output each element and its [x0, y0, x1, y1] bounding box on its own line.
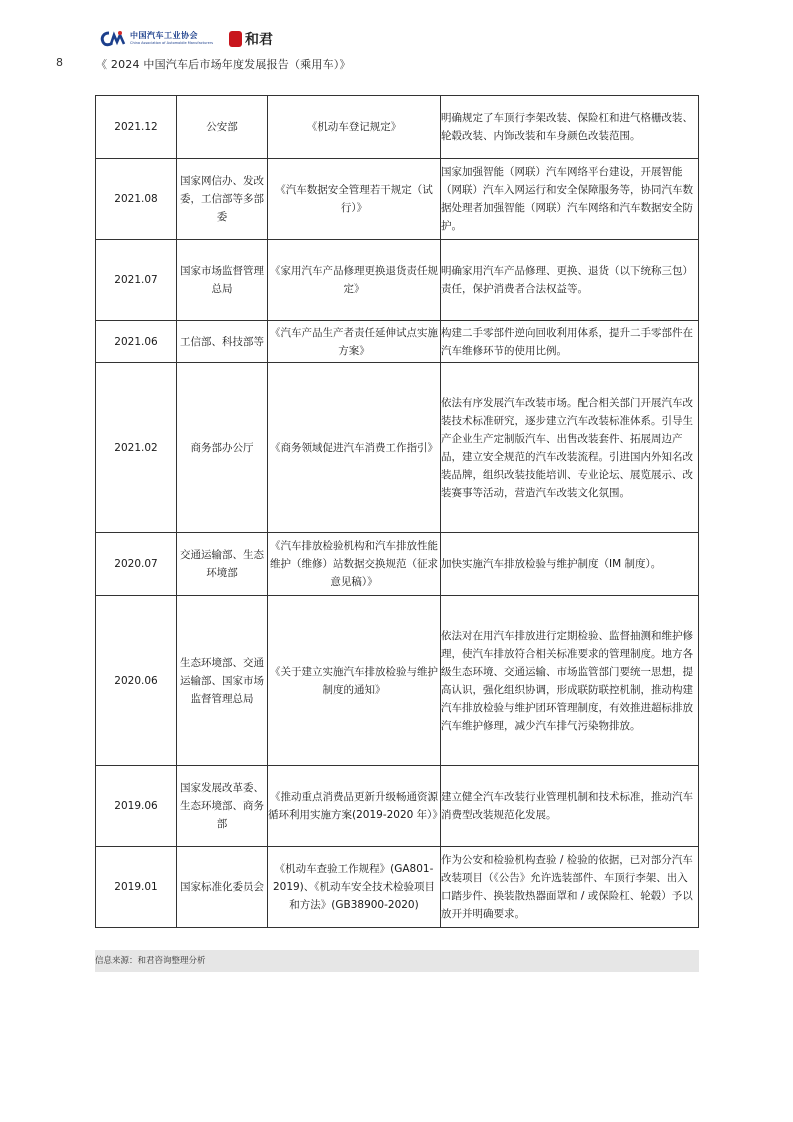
policy-description: 构建二手零部件逆向回收利用体系，提升二手零部件在汽车维修环节的使用比例。: [441, 321, 699, 363]
policy-date: 2021.12: [96, 96, 177, 159]
policy-table: [95, 95, 699, 928]
policy-date: 2020.07: [96, 533, 177, 596]
table-row: [96, 96, 699, 159]
table-row: [96, 240, 699, 321]
source-text: 信息来源：和君咨询整理分析: [95, 956, 206, 966]
table-row: [96, 847, 699, 928]
policy-document: 《机动车登记规定》: [268, 96, 441, 159]
table-row: [96, 766, 699, 847]
policy-description: 作为公安和检验机构查验 / 检验的依据，已对部分汽车改装项目（《公告》允许选装部件、车顶行李架、出入口踏步件、换装散热器面罩和 / 或保险杠、轮毂）予以放开并明确要求。: [441, 847, 699, 928]
hejun-seal-icon: [229, 31, 242, 47]
policy-department: 公安部: [177, 96, 268, 159]
policy-department: 工信部、科技部等: [177, 321, 268, 363]
policy-department: 国家市场监督管理总局: [177, 240, 268, 321]
policy-document: 《汽车产品生产者责任延伸试点实施方案》: [268, 321, 441, 363]
policy-document: 《汽车数据安全管理若干规定（试行）》: [268, 159, 441, 240]
policy-document: 《机动车查验工作规程》(GA801-2019)、《机动车安全技术检验项目和方法》(GB38900-2020): [268, 847, 441, 928]
policy-department: 交通运输部、生态环境部: [177, 533, 268, 596]
table-row: [96, 533, 699, 596]
policy-date: 2021.06: [96, 321, 177, 363]
policy-description: 明确家用汽车产品修理、更换、退货（以下统称三包）责任，保护消费者合法权益等。: [441, 240, 699, 321]
source-note: [95, 950, 699, 972]
policy-department: 国家网信办、发改委，工信部等多部委: [177, 159, 268, 240]
policy-description: 明确规定了车顶行李架改装、保险杠和进气格栅改装、轮毂改装、内饰改装和车身颜色改装范围。: [441, 96, 699, 159]
policy-document: 《家用汽车产品修理更换退货责任规定》: [268, 240, 441, 321]
policy-document: 《汽车排放检验机构和汽车排放性能维护（维修）站数据交换规范（征求意见稿）》: [268, 533, 441, 596]
policy-department: 生态环境部、交通运输部、国家市场监督管理总局: [177, 596, 268, 766]
hejun-logo: [229, 29, 273, 49]
policy-date: 2021.02: [96, 363, 177, 533]
policy-document: 《推动重点消费品更新升级畅通资源循环利用实施方案(2019-2020 年）》: [268, 766, 441, 847]
caam-logo-icon: [100, 30, 126, 48]
hejun-name: 和君: [245, 32, 274, 48]
policy-document: 《商务领域促进汽车消费工作指引》: [268, 363, 441, 533]
policy-date: 2019.06: [96, 766, 177, 847]
policy-department: 国家标准化委员会: [177, 847, 268, 928]
report-title: 《 2024 中国汽车后市场年度发展报告（乘用车）》: [96, 58, 351, 71]
table-row: [96, 321, 699, 363]
policy-description: 国家加强智能（网联）汽车网络平台建设，开展智能（网联）汽车入网运行和安全保障服务等，协同汽车数据处理者加强智能（网联）汽车网络和汽车数据安全防护。: [441, 159, 699, 240]
policy-date: 2019.01: [96, 847, 177, 928]
caam-name-en: China Association of Automobile Manufacturers: [130, 41, 214, 46]
policy-document: 《关于建立实施汽车排放检验与维护制度的通知》: [268, 596, 441, 766]
policy-description: 依法对在用汽车排放进行定期检验、监督抽测和维护修理，使汽车排放符合相关标准要求的管理制度。地方各级生态环境、交通运输、市场监管部门要统一思想，提高认识，强化组织协调，形成联防联控机制，推动构建汽车排放检验与维护团环管理制度，有效推进超标排放汽车维护修理，减少汽车排气污染物排放。: [441, 596, 699, 766]
table-row: [96, 363, 699, 533]
table-row: [96, 159, 699, 240]
policy-department: 国家发展改革委、生态环境部、商务部: [177, 766, 268, 847]
policy-description: 依法有序发展汽车改装市场。配合相关部门开展汽车改装技术标准研究，逐步建立汽车改装标准体系。引导生产企业生产定制版汽车、出售改装套件、拓展周边产品，建立安全规范的汽车改装流程。引进国内外知名改装品牌，组织改装技能培训、专业论坛、展览展示、改装赛事等活动，营造汽车改装文化氛围。: [441, 363, 699, 533]
policy-date: 2020.06: [96, 596, 177, 766]
page-number: 8: [56, 56, 63, 69]
policy-department: 商务部办公厅: [177, 363, 268, 533]
caam-name-cn: 中国汽车工业协会: [130, 31, 198, 41]
table-row: [96, 596, 699, 766]
caam-logo: [100, 30, 213, 48]
policy-date: 2021.08: [96, 159, 177, 240]
policy-description: 加快实施汽车排放检验与维护制度（IM 制度）。: [441, 533, 699, 596]
header-logos: [100, 26, 273, 52]
policy-date: 2021.07: [96, 240, 177, 321]
policy-description: 建立健全汽车改装行业管理机制和技术标准，推动汽车消费型改装规范化发展。: [441, 766, 699, 847]
